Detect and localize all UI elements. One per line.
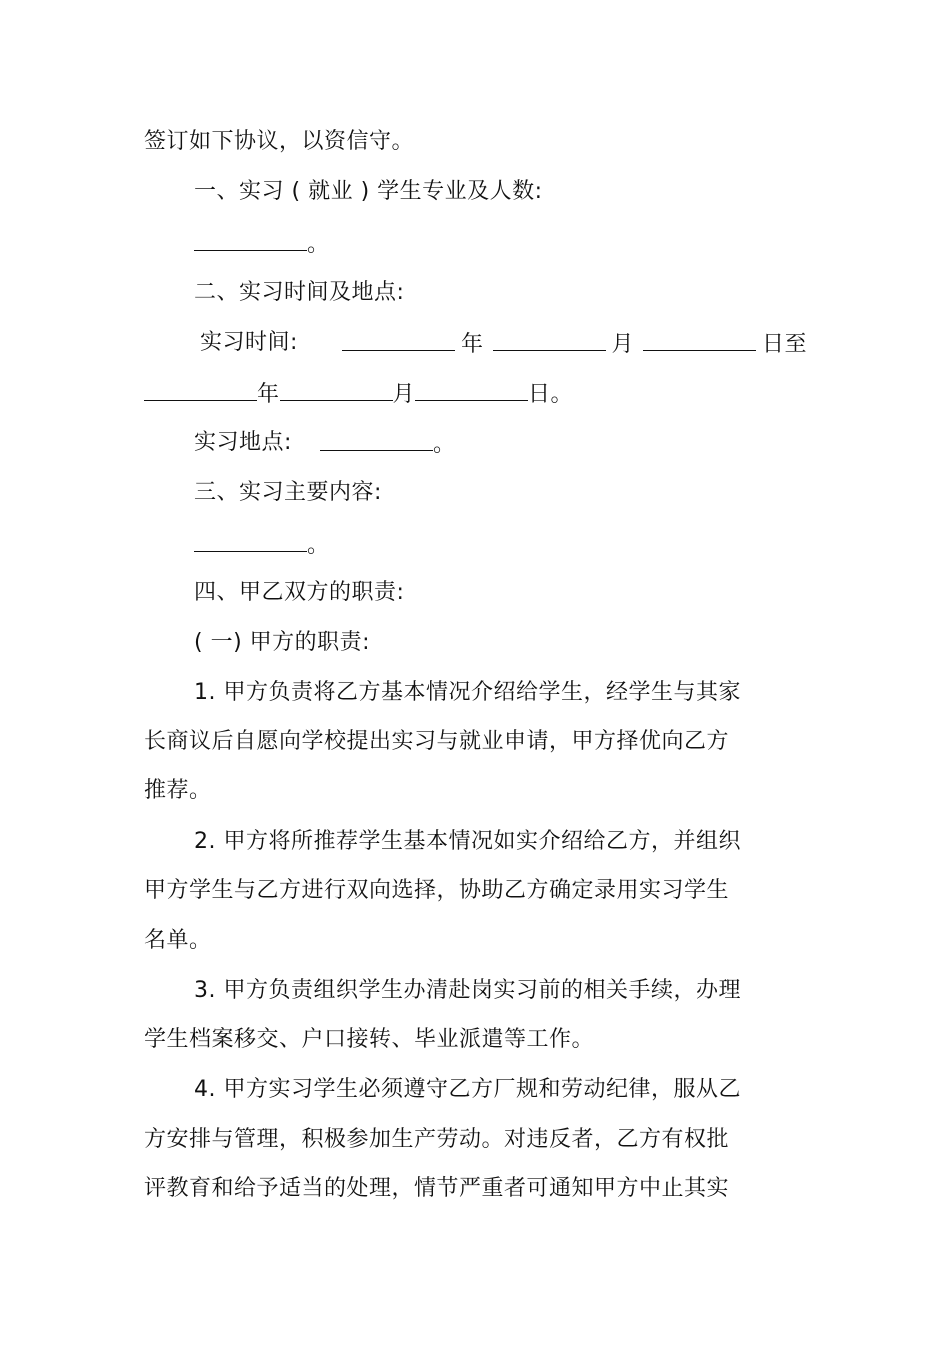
- text-fragment: 月: [392, 382, 416, 407]
- text-line: 学生档案移交、户口接转、毕业派遣等工作。: [144, 1027, 595, 1052]
- fill-line: [194, 529, 330, 561]
- blank-field: [415, 378, 528, 401]
- blank-field: [493, 328, 606, 351]
- text-line: 长商议后自愿向学校提出实习与就业申请，甲方择优向乙方: [144, 729, 730, 754]
- text-fragment: 。: [307, 533, 330, 558]
- blank-field: [194, 529, 307, 552]
- text-fragment: 。: [433, 432, 456, 457]
- section-heading: 一、实习 ( 就业 ) 学生专业及人数:: [194, 179, 543, 204]
- text-fragment: 日至: [762, 332, 808, 357]
- blank-field: [144, 378, 257, 401]
- field-label: 实习时间:: [200, 330, 298, 355]
- text-fragment: 。: [307, 232, 330, 257]
- section-heading: 四、甲乙双方的职责:: [194, 580, 405, 605]
- text-line: 推荐。: [144, 778, 212, 803]
- fill-line: [320, 428, 456, 460]
- text-line: 名单。: [144, 928, 212, 953]
- fill-line: [194, 428, 292, 458]
- text-fragment: 年: [257, 382, 280, 407]
- blank-field: [194, 228, 307, 251]
- text-line: 3. 甲方负责组织学生办清赴岗实习前的相关手续，办理: [194, 978, 741, 1003]
- blank-field: [643, 328, 756, 351]
- text-line: 1. 甲方负责将乙方基本情况介绍给学生，经学生与其家: [194, 680, 741, 705]
- fill-line: [342, 328, 807, 360]
- subsection-heading: ( 一) 甲方的职责:: [194, 630, 371, 655]
- text-fragment: 年: [461, 332, 484, 357]
- text-fragment: 日。: [528, 382, 574, 407]
- section-heading: 二、实习时间及地点:: [194, 280, 405, 305]
- fill-line: [200, 328, 298, 358]
- text-fragment: 月: [611, 332, 635, 357]
- text-line: 2. 甲方将所推荐学生基本情况如实介绍给乙方，并组织: [194, 829, 741, 854]
- field-label: 实习地点:: [194, 430, 292, 455]
- blank-field: [280, 378, 393, 401]
- text-line: 方安排与管理，积极参加生产劳动。对违反者，乙方有权批: [144, 1127, 730, 1152]
- blank-field: [320, 428, 433, 451]
- text-line: 签订如下协议，以资信守。: [144, 129, 415, 154]
- text-line: 4. 甲方实习学生必须遵守乙方厂规和劳动纪律，服从乙: [194, 1077, 741, 1102]
- text-line: 甲方学生与乙方进行双向选择，协助乙方确定录用实习学生: [144, 878, 730, 903]
- text-line: 评教育和给予适当的处理，情节严重者可通知甲方中止其实: [144, 1176, 730, 1201]
- section-heading: 三、实习主要内容:: [194, 480, 382, 505]
- blank-field: [342, 328, 455, 351]
- fill-line: [144, 378, 573, 410]
- fill-line: [194, 228, 330, 260]
